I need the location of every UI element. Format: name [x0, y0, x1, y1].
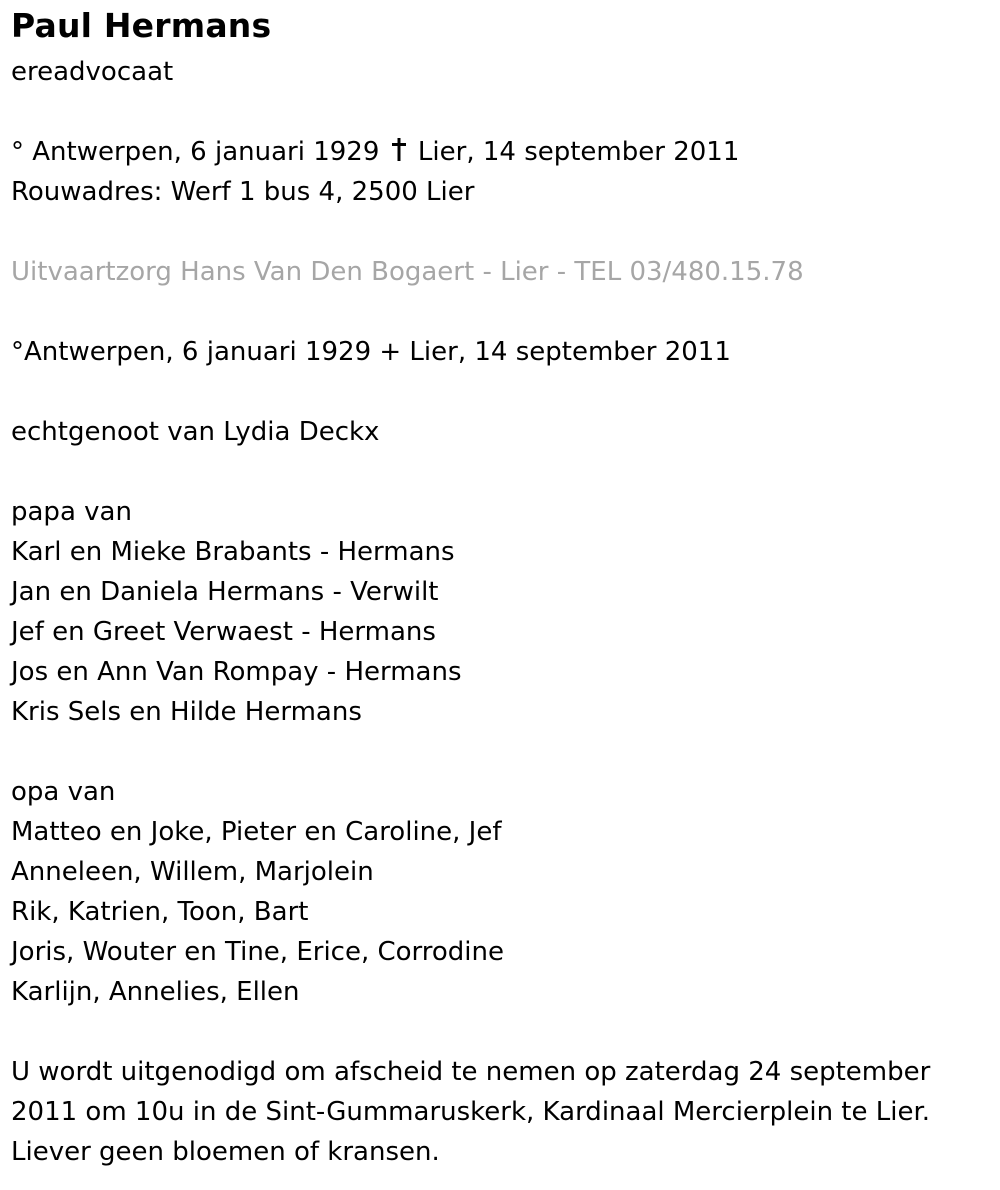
grandchildren-list [11, 812, 986, 1012]
spacer [11, 1012, 986, 1052]
grandchild-entry: Anneleen, Willem, Marjolein [11, 857, 374, 887]
grandchild-entry: Joris, Wouter en Tine, Erice, Corrodine [11, 937, 505, 967]
birth-text: ° Antwerpen, 6 januari 1929 [11, 137, 380, 167]
cross-icon [390, 136, 408, 162]
children-heading: papa van [11, 497, 132, 527]
farewell-invitation: U wordt uitgenodigd om afscheid te nemen op zaterdag 24 september 2011 om 10u in de Sint-Gummaruskerk, Kardinaal Mercierplein te Lier. [11, 1057, 931, 1127]
child-entry: Kris Sels en Hilde Hermans [11, 697, 362, 727]
spouse-line: echtgenoot van Lydia Deckx [11, 417, 380, 447]
obituary-notice [11, 0, 986, 1172]
grandchild-entry: Matteo en Joke, Pieter en Caroline, Jef [11, 817, 502, 847]
death-text: Lier, 14 september 2011 [417, 137, 740, 167]
notice-dates: °Antwerpen, 6 januari 1929 + Lier, 14 september 2011 [11, 337, 731, 367]
children-list [11, 532, 986, 732]
grandchildren-heading: opa van [11, 777, 116, 807]
child-entry: Jos en Ann Van Rompay - Hermans [11, 657, 462, 687]
child-entry: Karl en Mieke Brabants - Hermans [11, 537, 455, 567]
flowers-request: Liever geen bloemen of kransen. [11, 1137, 440, 1167]
grandchild-entry: Karlijn, Annelies, Ellen [11, 977, 300, 1007]
funeral-home-info: Uitvaartzorg Hans Van Den Bogaert - Lier - TEL 03/480.15.78 [11, 257, 804, 287]
mourning-address: Rouwadres: Werf 1 bus 4, 2500 Lier [11, 177, 475, 207]
spacer [11, 372, 986, 412]
deceased-title: ereadvocaat [11, 57, 174, 87]
grandchild-entry: Rik, Katrien, Toon, Bart [11, 897, 309, 927]
birth-death-line [11, 132, 986, 172]
spacer [11, 732, 986, 772]
spacer [11, 212, 986, 252]
spacer [11, 452, 986, 492]
spacer [11, 292, 986, 332]
child-entry: Jef en Greet Verwaest - Hermans [11, 617, 436, 647]
child-entry: Jan en Daniela Hermans - Verwilt [11, 577, 439, 607]
deceased-name: Paul Hermans [11, 6, 272, 45]
spacer [11, 92, 986, 132]
